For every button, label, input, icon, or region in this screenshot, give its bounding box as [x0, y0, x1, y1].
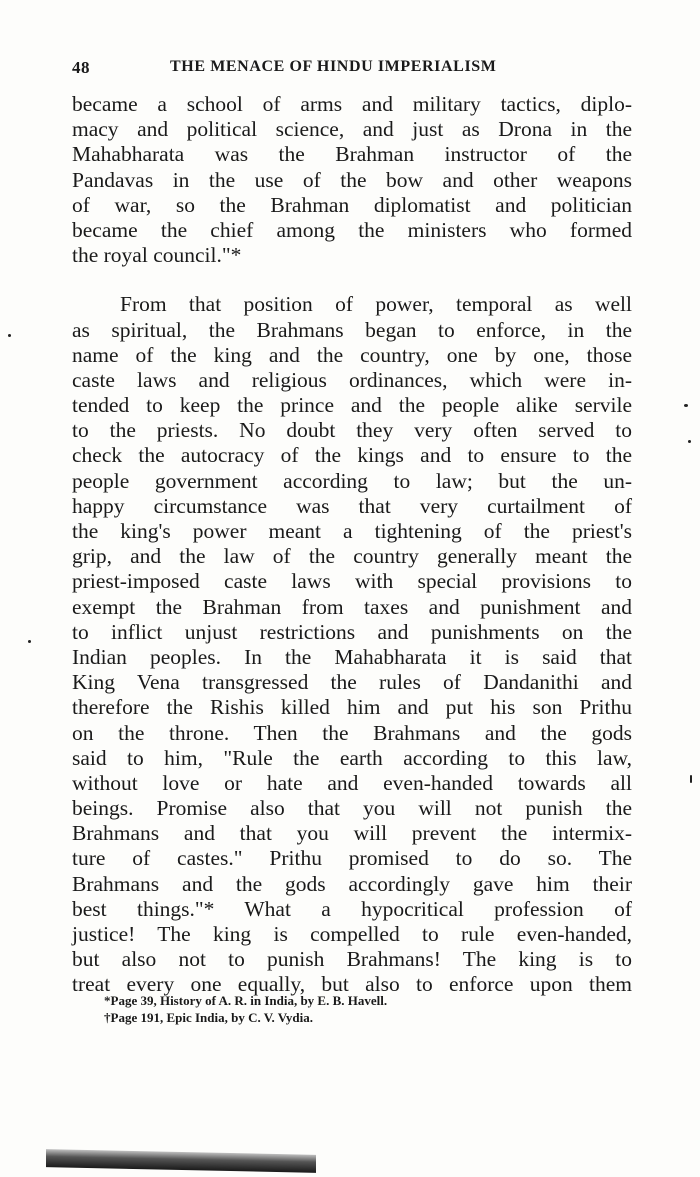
text-line: to inflict unjust restrictions and punishments on the: [72, 619, 632, 644]
text-line: Pandavas in the use of the bow and other weapons: [72, 167, 632, 192]
text-line: became the chief among the ministers who formed: [72, 217, 632, 242]
text-line: treat every one equally, but also to enforce upon them: [72, 972, 632, 997]
scan-speck: [8, 334, 11, 337]
text-line: Indian peoples. In the Mahabharata it is said that: [72, 644, 632, 669]
text-line: From that position of power, temporal as well: [120, 292, 632, 317]
text-line: grip, and the law of the country generally meant the: [72, 544, 632, 569]
scan-speck: [688, 440, 691, 443]
text-line: check the autocracy of the kings and to ensure to the: [72, 443, 632, 468]
text-line: tended to keep the prince and the people alike servile: [72, 393, 632, 418]
scan-speck: [690, 775, 692, 783]
text-line: Brahmans and that you will prevent the intermix-: [72, 821, 632, 846]
text-line: ture of castes." Prithu promised to do so. The: [72, 846, 632, 871]
text-line: exempt the Brahman from taxes and punishment and: [72, 594, 632, 619]
scan-edge-shadow: [46, 1149, 316, 1173]
text-line: happy circumstance was that very curtailment of: [72, 493, 632, 518]
text-line: but also not to punish Brahmans! The king is to: [72, 947, 632, 972]
text-line: justice! The king is compelled to rule even-handed,: [72, 922, 632, 946]
footnote: †Page 191, Epic India, by C. V. Vydia.: [104, 1010, 314, 1025]
text-line: beings. Promise also that you will not punish the: [72, 796, 632, 821]
paragraph-gap: [72, 268, 632, 292]
body-text: [72, 92, 632, 998]
text-line: people government according to law; but the un-: [72, 468, 632, 493]
text-line: Brahmans and the gods accordingly gave him their: [72, 871, 632, 896]
text-line: of war, so the Brahman diplomatist and politician: [72, 192, 632, 217]
text-line: said to him, "Rule the earth according to this law,: [72, 745, 632, 770]
paragraph: [72, 92, 632, 268]
text-line: caste laws and religious ordinances, which were in-: [72, 367, 632, 392]
running-head: THE MENACE OF HINDU IMPERIALISM: [170, 58, 497, 75]
text-line: the royal council."*: [72, 243, 242, 268]
text-line: therefore the Rishis killed him and put his son Prithu: [72, 695, 632, 720]
footnotes: [104, 992, 524, 1026]
paragraph: [72, 292, 632, 997]
page-number: 48: [72, 58, 90, 77]
text-line: best things."* What a hypocritical profession of: [72, 896, 632, 921]
text-line: to the priests. No doubt they very often served to: [72, 418, 632, 443]
text-line: the king's power meant a tightening of the priest's: [72, 519, 632, 543]
footnote: *Page 39, History of A. R. in India, by E. B. Havell.: [104, 993, 388, 1008]
text-line: without love or hate and even-handed towards all: [72, 770, 632, 795]
text-line: King Vena transgressed the rules of Dandanithi and: [72, 670, 632, 695]
text-line: name of the king and the country, one by one, those: [72, 342, 632, 367]
scan-speck: [684, 404, 688, 407]
text-line: as spiritual, the Brahmans began to enforce, in the: [72, 317, 632, 342]
text-line: macy and political science, and just as Drona in the: [72, 117, 632, 142]
text-line: priest-imposed caste laws with special provisions to: [72, 569, 632, 594]
text-line: on the throne. Then the Brahmans and the gods: [72, 720, 632, 745]
page-header: [72, 58, 632, 82]
text-line: Mahabharata was the Brahman instructor of the: [72, 142, 632, 167]
text-line: became a school of arms and military tactics, diplo-: [72, 92, 632, 116]
scan-speck: [28, 640, 31, 643]
